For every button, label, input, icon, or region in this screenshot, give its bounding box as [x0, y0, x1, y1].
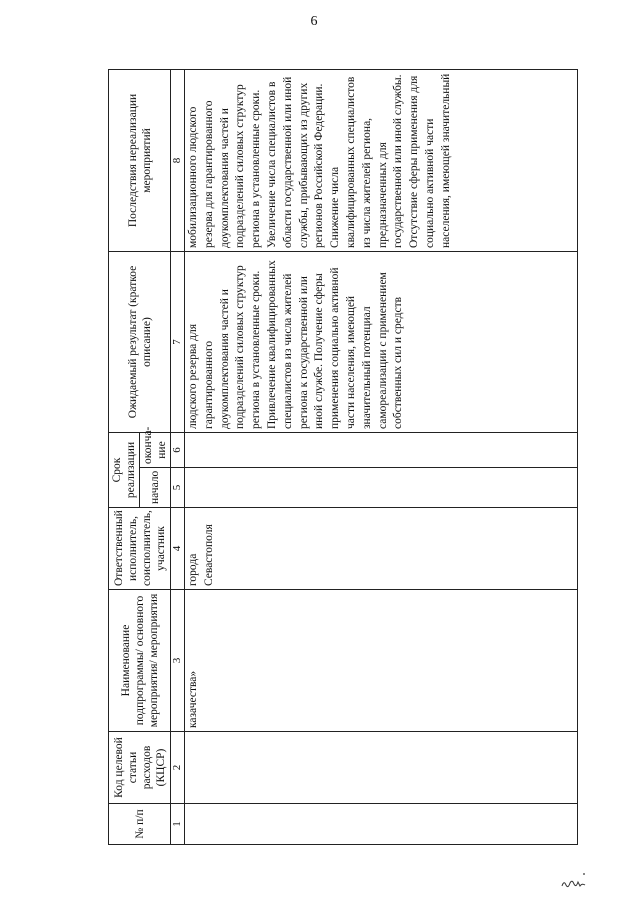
cell-start	[185, 468, 578, 508]
header-executor: Ответственный исполнитель, соисполнитель, участник	[109, 508, 171, 590]
header-result: Ожидаемый результат (краткое описание)	[109, 252, 171, 433]
page-number: 6	[310, 14, 318, 29]
cell-result: людского резерва для гарантированного доукомплектования частей и подразделений силовых структур региона в установленные сроки. Привлечение квалифицированных специалистов из числа жителей региона к государственной или иной службе. Получение сферы применения социально активной части населения, имеющей значительный потенциал самореализации с применением собственных сил и средств	[185, 252, 578, 433]
column-number: 8	[171, 70, 185, 252]
column-number: 7	[171, 252, 185, 433]
header-srok: Срок реализации	[109, 433, 140, 508]
header-end: оконча- ние	[140, 433, 171, 468]
cell-consequences: мобилизационного людского резерва для гарантированного доукомплектования частей и подразделений силовых структур региона в установленные сроки. Увеличение числа специалистов в области государственной или иной службы, прибывающих из других регионов Российской Федерации. Снижение числа квалифицированных специалистов из числа жителей региона, предназначенных для государственной или иной службы. Отсутствие сферы применения для социально активной части населения, имеющей значительный	[185, 70, 578, 252]
cell-number	[185, 804, 578, 845]
cell-end	[185, 433, 578, 468]
header-consequences: Последствия нереализации мероприятий	[109, 70, 171, 252]
column-number: 3	[171, 590, 185, 732]
header-start: начало	[140, 468, 171, 508]
activities-table	[108, 69, 578, 845]
column-number: 2	[171, 732, 185, 804]
header-name: Наименование подпрограммы/ основного мероприятия/ мероприятия	[109, 590, 171, 732]
column-number: 6	[171, 433, 185, 468]
cell-kcsr	[185, 732, 578, 804]
cell-name: казачества»	[185, 590, 578, 732]
column-number: 1	[171, 804, 185, 845]
cell-executor: города Севастополя	[185, 508, 578, 590]
header-kcsr: Код целевой статьи расходов (КЦСР)	[109, 732, 171, 804]
handwritten-mark	[560, 868, 588, 892]
column-number: 5	[171, 468, 185, 508]
column-number: 4	[171, 508, 185, 590]
header-number: № п/п	[109, 804, 171, 845]
table-row	[185, 70, 578, 845]
rotated-table-container	[108, 70, 596, 845]
column-numbers-row	[171, 70, 185, 845]
